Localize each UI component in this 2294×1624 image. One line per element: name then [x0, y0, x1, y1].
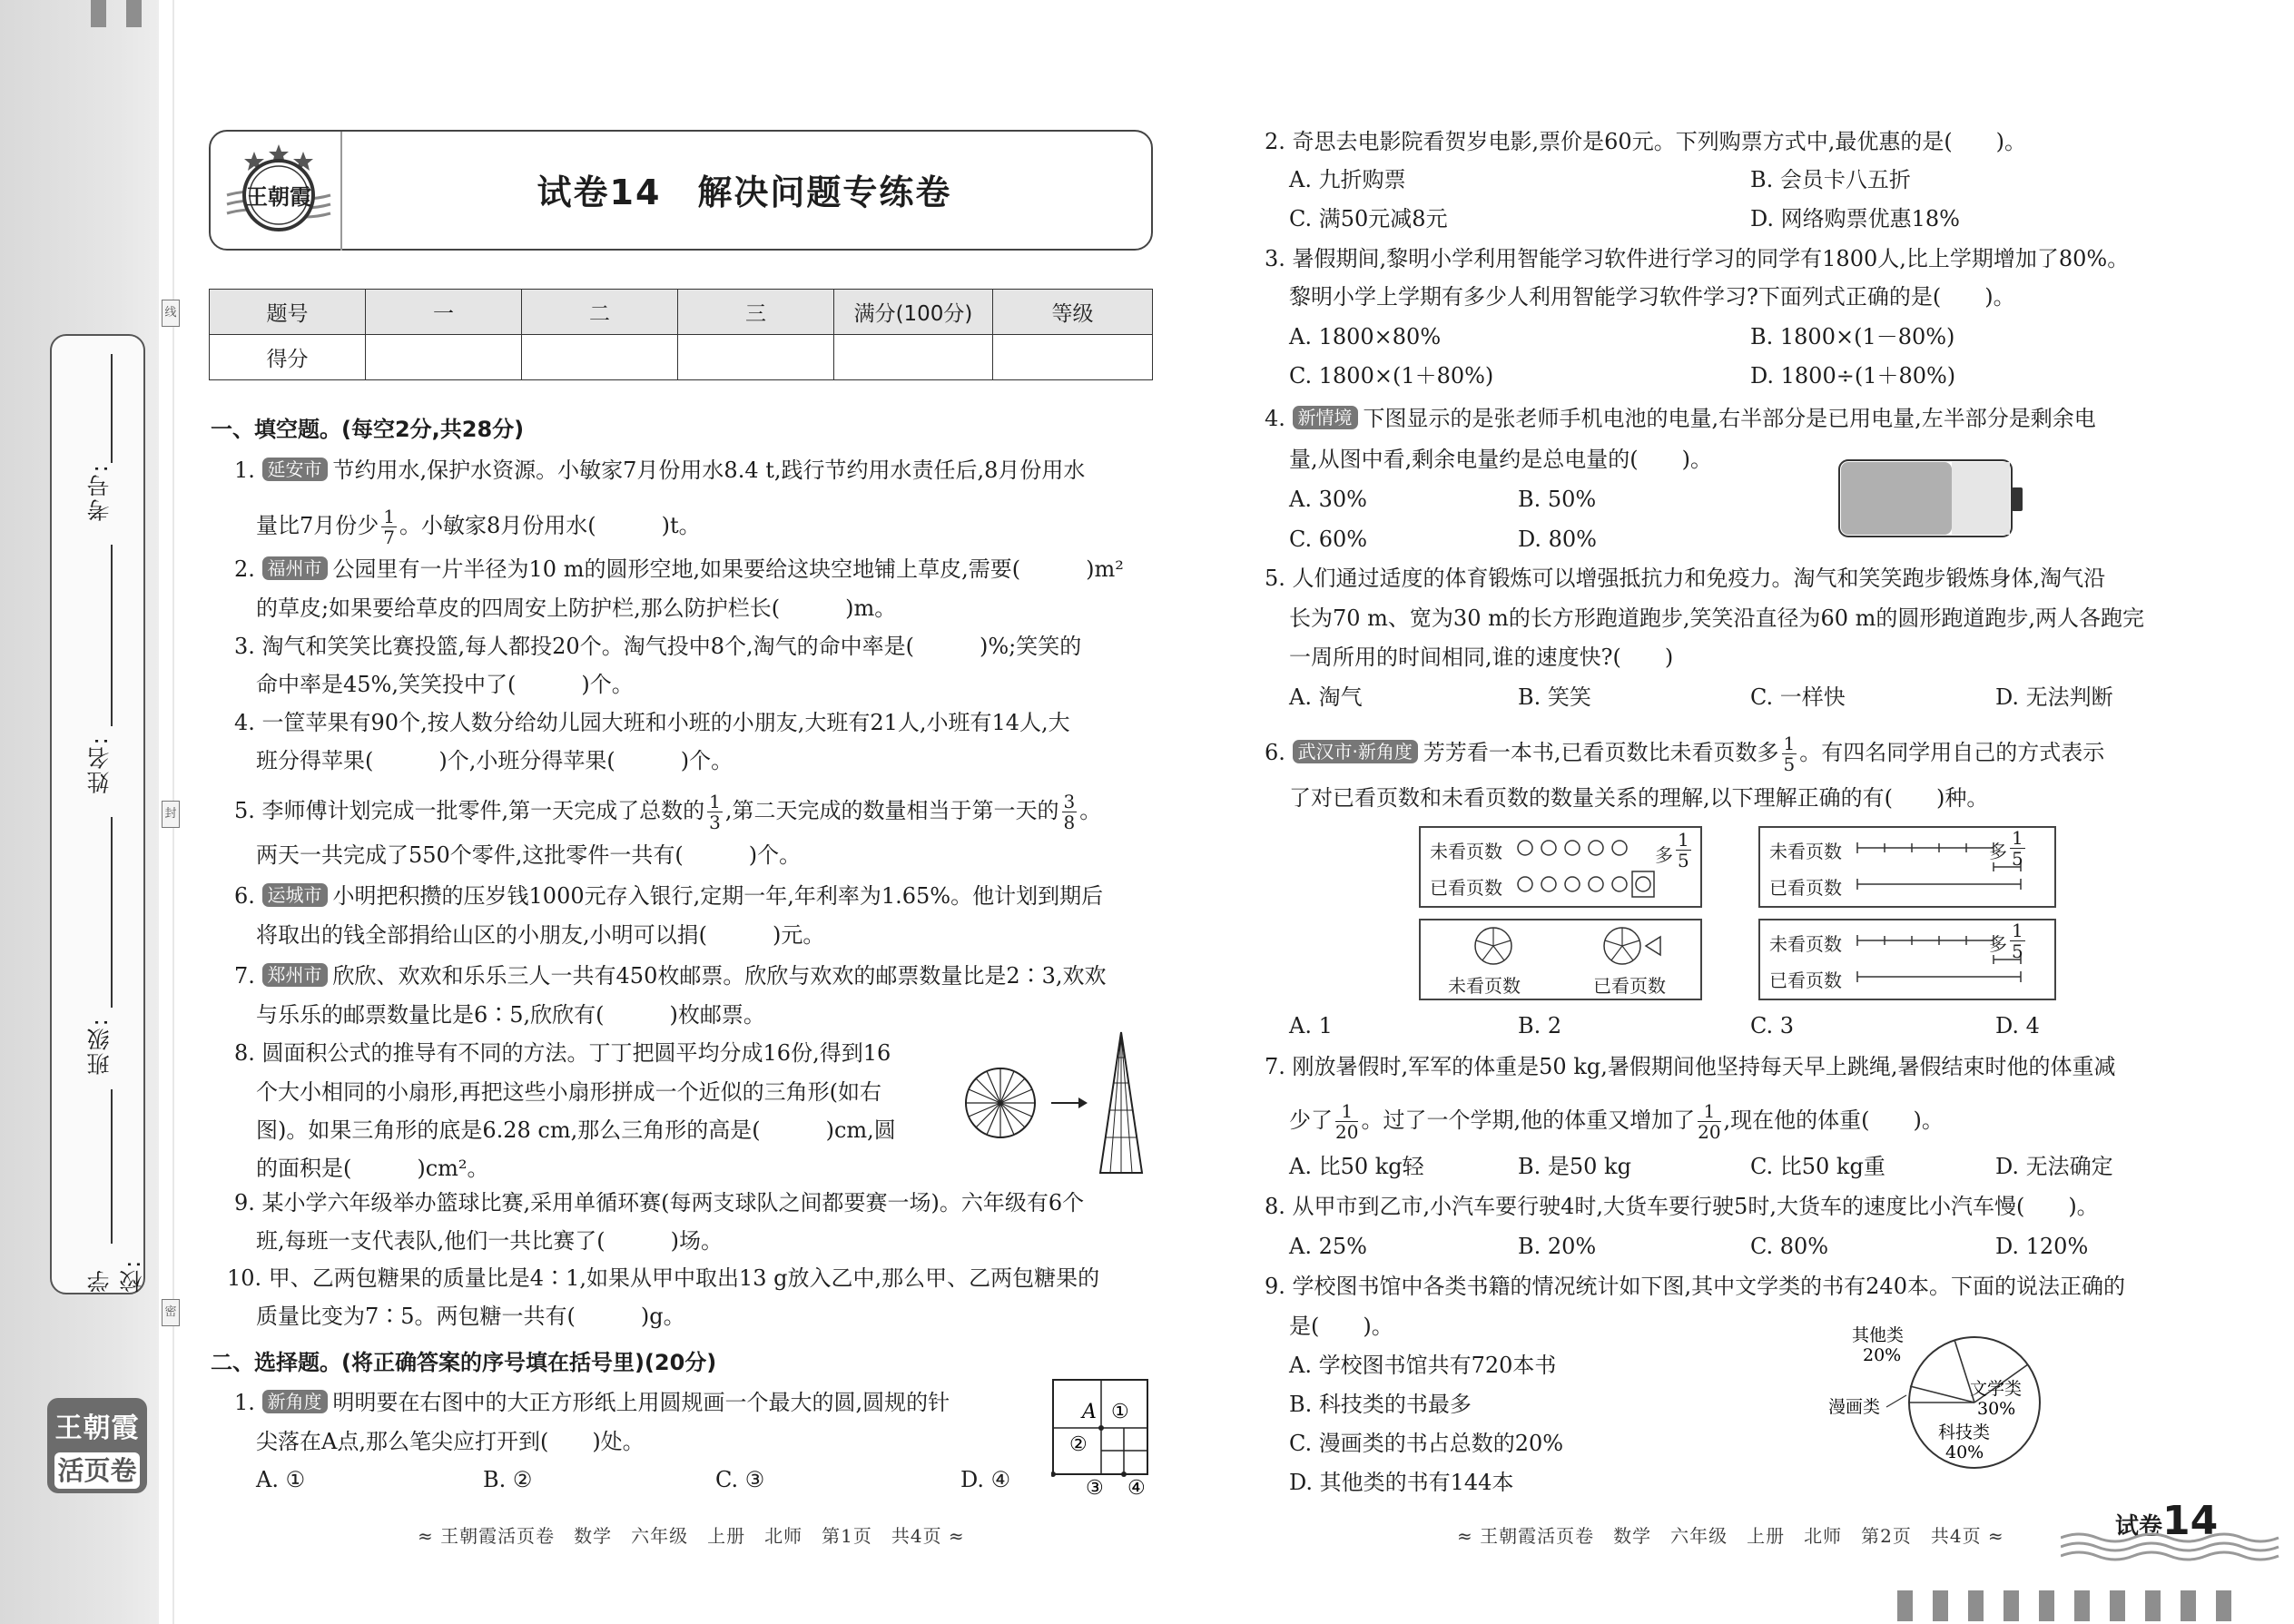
- c6-figure-1: [1419, 826, 1702, 908]
- c6-f1-fraction: [1676, 830, 1691, 871]
- c6-fraction-den: 5: [1783, 753, 1796, 775]
- c3-line-1: 3. 暑假期间,黎明小学利用智能学习软件进行学习的同学有1800人,比上学期增加了80%。: [1265, 246, 2130, 271]
- c7-text-2: 。过了一个学期,他的体重又增加了: [1361, 1107, 1696, 1133]
- c6-f3-read: 已看页数: [1593, 975, 1666, 997]
- c3-option-d[interactable]: D. 1800÷(1＋80%): [1750, 363, 1956, 389]
- c6-option-a[interactable]: A. 1: [1289, 1013, 1333, 1038]
- c5-line-1: 5. 人们通过适度的体育锻炼可以增强抵抗力和免疫力。淘气和笑笑跑步锻炼身体,淘气沿: [1265, 566, 2106, 591]
- c6-f2-fraction-den: 5: [2012, 848, 2023, 870]
- score-cell[interactable]: [522, 335, 678, 380]
- c2-option-b[interactable]: B. 会员卡八五折: [1750, 167, 1911, 192]
- left-footer: ≈ 王朝霞活页卷 数学 六年级 上册 北师 第1页 共4页 ≈: [418, 1525, 965, 1547]
- q6-line-2: 将取出的钱全部捐给山区的小朋友,小明可以捐( )元。: [256, 922, 825, 948]
- q5-text-3: 。: [1079, 798, 1102, 823]
- q1-region-tag: 延安市: [262, 458, 328, 481]
- c7-fraction-1-num: 1: [1335, 1101, 1358, 1122]
- seal-seal-mark: 封: [162, 801, 180, 828]
- c8-option-a[interactable]: A. 25%: [1289, 1234, 1367, 1259]
- c6-f4-fraction: [2010, 920, 2025, 961]
- c7-option-a[interactable]: A. 比50 kg轻: [1289, 1154, 1424, 1179]
- q6-line-1: 6. 运城市 小明把积攒的压岁钱1000元存入银行,定期一年,年利率为1.65%。他计划到期后: [234, 883, 1104, 909]
- c6-tag: 武汉市·新角度: [1293, 740, 1418, 763]
- c5-option-c[interactable]: C. 一样快: [1750, 684, 1846, 710]
- c4-option-d[interactable]: D. 80%: [1518, 527, 1597, 552]
- score-header-cell: 满分(100分): [834, 290, 993, 335]
- c5-option-b[interactable]: B. 笑笑: [1518, 684, 1591, 710]
- exam-number-label: 考号:: [86, 463, 113, 522]
- paper-number-value: 14: [2162, 1498, 2219, 1544]
- q9-line-2: 班,每班一支代表队,他们一共比赛了( )场。: [256, 1228, 723, 1254]
- q7-region-tag: 郑州市: [262, 963, 328, 987]
- q1-text-3: 。小敏家8月份用水( )t。: [399, 513, 701, 538]
- c5-option-a[interactable]: A. 淘气: [1289, 684, 1363, 710]
- c6-line-1: 6. 武汉市·新角度 芳芳看一本书,已看页数比未看页数多 $\frac{1}{5}$ 。有四名同学用自己的方式表示: [1265, 733, 2105, 775]
- c6-f1-circles: [1516, 828, 1702, 908]
- q6-region-tag: 运城市: [262, 883, 328, 907]
- c6-f2-fraction: [2010, 828, 2025, 869]
- c7-fraction-1: [1335, 1101, 1358, 1142]
- top-marks: [91, 0, 142, 27]
- q1-line-1: 1. 延安市 节约用水,保护水资源。小敏家7月份用水8.4 t,践行节约用水责任后,8月份用水: [234, 458, 1086, 483]
- q10-line-2: 质量比变为7∶5。两包糖一共有( )g。: [256, 1304, 685, 1329]
- class-line: [111, 817, 113, 1008]
- q5-fraction-1-num: 1: [709, 791, 721, 812]
- c6-f3-unread: 未看页数: [1448, 975, 1521, 997]
- c4-option-c[interactable]: C. 60%: [1289, 527, 1368, 552]
- c6-f2-read: 已看页数: [1769, 877, 1842, 899]
- c6-f1-unread: 未看页数: [1430, 841, 1502, 862]
- grid-label-4: ④: [1127, 1477, 1146, 1496]
- c2-option-d[interactable]: D. 网络购票优惠18%: [1750, 206, 1960, 231]
- c6-f1-fraction-num: 1: [1678, 829, 1689, 851]
- grid-label-a: A: [1082, 1401, 1097, 1423]
- q1-text: 节约用水,保护水资源。小敏家7月份用水8.4 t,践行节约用水责任后,8月份用水: [332, 458, 1086, 483]
- c7-text-1: 少了: [1289, 1107, 1333, 1133]
- school-label: 学校:: [86, 1258, 145, 1293]
- battery-icon: [1837, 458, 2028, 540]
- score-row: [210, 335, 1153, 380]
- right-footer: ≈ 王朝霞活页卷 数学 六年级 上册 北师 第2页 共4页 ≈: [1457, 1525, 2004, 1547]
- c5-line-3: 一周所用的时间相同,谁的速度快?( ): [1289, 645, 1674, 670]
- score-cell[interactable]: [834, 335, 993, 380]
- q4-line-2: 班分得苹果( )个,小班分得苹果( )个。: [256, 748, 733, 773]
- q7-text: 欣欣、欢欢和乐乐三人一共有450枚邮票。欣欣与欢欢的邮票数量比是2∶3,欢欢: [332, 963, 1107, 989]
- c9-line-1: 9. 学校图书馆中各类书籍的情况统计如下图,其中文学类的书有240本。下面的说法正确的: [1265, 1274, 2125, 1299]
- c9-option-c[interactable]: C. 漫画类的书占总数的20%: [1289, 1431, 1564, 1456]
- corner-waves: [2061, 1529, 2294, 1565]
- c2-question: 2. 奇思去电影院看贺岁电影,票价是60元。下列购票方式中,最优惠的是( )。: [1265, 129, 2027, 154]
- c2-option-c[interactable]: C. 满50元减8元: [1289, 206, 1448, 231]
- c3-option-b[interactable]: B. 1800×(1－80%): [1750, 324, 1955, 349]
- pie-lit-pct: 30%: [1977, 1399, 2016, 1419]
- q5-fraction-2-den: 8: [1063, 812, 1076, 833]
- c6-f2-fraction-num: 1: [2012, 827, 2023, 849]
- c9-option-a[interactable]: A. 学校图书馆共有720本书: [1289, 1353, 1557, 1378]
- score-row-label: 得分: [210, 335, 366, 380]
- brand-name: 王朝霞: [54, 1412, 140, 1444]
- c6-fraction-num: 1: [1783, 733, 1796, 754]
- c8-option-d[interactable]: D. 120%: [1995, 1234, 2089, 1259]
- c5-option-d[interactable]: D. 无法判断: [1995, 684, 2113, 710]
- c6-f4-unread: 未看页数: [1769, 933, 1842, 955]
- q5-fraction-1: [707, 792, 723, 832]
- brand-sub: 活页卷: [54, 1452, 140, 1489]
- q8-line-3: 图)。如果三角形的底是6.28 cm,那么三角形的高是( )cm,圆: [256, 1117, 896, 1143]
- section-2-heading: 二、选择题。(将正确答案的序号填在括号里)(20分): [211, 1350, 717, 1375]
- c4-option-a[interactable]: A. 30%: [1289, 487, 1367, 512]
- c9-line-2: 是( )。: [1289, 1314, 1393, 1339]
- c6-option-d[interactable]: D. 4: [1995, 1013, 2040, 1038]
- score-header-cell: 等级: [993, 290, 1153, 335]
- q1-line-2: [256, 507, 701, 547]
- grid-label-2: ②: [1069, 1433, 1088, 1456]
- page-title: 试卷14 解决问题专练卷: [537, 172, 952, 212]
- c7-option-b[interactable]: B. 是50 kg: [1518, 1154, 1631, 1179]
- q2-line-1: 2. 福州市 公园里有一片半径为10 m的圆形空地,如果要给这块空地铺上草皮,需要( )m²: [234, 556, 1124, 582]
- q7-line-2: 与乐乐的邮票数量比是6∶5,欣欣有( )枚邮票。: [256, 1002, 765, 1028]
- c7-fraction-2-num: 1: [1698, 1101, 1720, 1122]
- c6-line-2: 了对已看页数和未看页数的数量关系的理解,以下理解正确的有( )种。: [1289, 785, 1989, 811]
- class-label: 班级:: [86, 1017, 113, 1076]
- q1-fraction-den: 7: [383, 527, 396, 548]
- seal-text: 王朝霞: [246, 184, 311, 210]
- q8-line-4: 的面积是( )cm²。: [256, 1156, 489, 1181]
- book-pie-chart: [1825, 1321, 2088, 1484]
- c6-f2-more: 多: [1989, 841, 2007, 862]
- c8-option-b[interactable]: B. 20%: [1518, 1234, 1597, 1259]
- score-cell[interactable]: [993, 335, 1153, 380]
- c4-option-b[interactable]: B. 50%: [1518, 487, 1597, 512]
- q3-line-2: 命中率是45%,笑笑投中了( )个。: [256, 672, 634, 697]
- c6-f2-unread: 未看页数: [1769, 841, 1842, 862]
- q5-fraction-2-num: 3: [1063, 791, 1076, 812]
- q5-text-2: ,第二天完成的数量相当于第一天的: [724, 798, 1059, 823]
- c6-fraction: [1782, 733, 1797, 774]
- q2-line-2: 的草皮;如果要给草皮的四周安上防护栏,那么防护栏长( )m。: [256, 595, 897, 621]
- q1-text-2: 量比7月份少: [256, 513, 379, 538]
- c4-line-1: 4. 新情境 下图显示的是张老师手机电池的电量,右半部分是已用电量,左半部分是剩余电: [1265, 406, 2096, 431]
- paper-number-label: 试卷: [2115, 1513, 2163, 1540]
- c6-figure-2: [1758, 826, 2056, 908]
- q5-text: 5. 李师傅计划完成一批零件,第一天完成了总数的: [234, 798, 705, 823]
- bottom-marks: [1897, 1590, 2231, 1621]
- c3-line-2: 黎明小学上学期有多少人利用智能学习软件学习?下面列式正确的是( )。: [1289, 284, 2015, 310]
- c7-fraction-2-den: 20: [1698, 1121, 1721, 1143]
- c6-figure-3: [1419, 919, 1702, 1000]
- q10-line-1: 10. 甲、乙两包糖果的质量比是4∶1,如果从甲中取出13 g放入乙中,那么甲、乙两包糖果的: [227, 1265, 1100, 1291]
- score-header-cell: 一: [366, 290, 522, 335]
- c5-line-2: 长为70 m、宽为30 m的长方形跑道跑步,笑笑沿直径为60 m的圆形跑道跑步,两人各跑完: [1289, 605, 2145, 631]
- c6-f4-fraction-num: 1: [2012, 920, 2023, 941]
- c8-question: 8. 从甲市到乙市,小汽车要行驶4时,大货车要行驶5时,大货车的速度比小汽车慢( )。: [1265, 1194, 2099, 1219]
- c2-option-a[interactable]: A. 九折购票: [1289, 167, 1406, 192]
- exam-number-line: [111, 354, 113, 463]
- pie-tech-pct: 40%: [1945, 1442, 1984, 1462]
- c6-f3-pies: [1421, 920, 1702, 966]
- c9-option-d[interactable]: D. 其他类的书有144本: [1289, 1470, 1514, 1495]
- student-info-box: [50, 334, 145, 1294]
- seal-line-mark: 线: [162, 300, 180, 327]
- c6-option-b[interactable]: B. 2: [1518, 1013, 1562, 1038]
- c1-tag: 新角度: [262, 1390, 328, 1413]
- c1-option-a[interactable]: A. ①: [256, 1467, 306, 1492]
- c4-line-2: 量,从图中看,剩余电量约是总电量的( )。: [1289, 447, 1712, 472]
- brand-logo: [47, 1398, 147, 1493]
- q8-line-2: 个大小相同的小扇形,再把这些小扇形拼成一个近似的三角形(如右: [256, 1079, 881, 1105]
- c1-option-d[interactable]: D. ④: [960, 1467, 1011, 1492]
- c1-line-1: 1. 新角度 明明要在右图中的大正方形纸上用圆规画一个最大的圆,圆规的针: [234, 1390, 950, 1415]
- c8-option-c[interactable]: C. 80%: [1750, 1234, 1829, 1259]
- name-line: [111, 545, 113, 726]
- c7-line-2: [1289, 1101, 1944, 1142]
- c1-option-c[interactable]: C. ③: [715, 1467, 765, 1492]
- c6-f1-read: 已看页数: [1430, 877, 1502, 899]
- circle-sectors: [966, 1068, 1035, 1137]
- q8-line-1: 8. 圆面积公式的推导有不同的方法。丁丁把圆平均分成16份,得到16: [234, 1040, 891, 1066]
- q3-line-1: 3. 淘气和笑笑比赛投篮,每人都投20个。淘气投中8个,淘气的命中率是( )%;笑笑的: [234, 634, 1082, 659]
- c3-option-c[interactable]: C. 1800×(1＋80%): [1289, 363, 1494, 389]
- c7-option-c[interactable]: C. 比50 kg重: [1750, 1154, 1885, 1179]
- pie-other-label: 其他类: [1852, 1325, 1905, 1345]
- c1-line-2: 尖落在A点,那么笔尖应打开到( )处。: [256, 1429, 645, 1454]
- c6-f4-read: 已看页数: [1769, 969, 1842, 991]
- c4-tag: 新情境: [1293, 406, 1358, 429]
- seal-secret-mark: 密: [162, 1299, 180, 1326]
- q5-fraction-1-den: 3: [709, 812, 721, 833]
- q1-fraction-num: 1: [383, 506, 396, 527]
- score-header-cell: 二: [522, 290, 678, 335]
- title-box: [209, 130, 1153, 251]
- circle-to-triangle-figure: [962, 1030, 1162, 1176]
- c7-fraction-1-den: 20: [1335, 1121, 1359, 1143]
- score-header-row: [210, 290, 1153, 335]
- c6-f1-more: 多: [1655, 844, 1673, 866]
- c6-text: 芳芳看一本书,已看页数比未看页数多: [1423, 740, 1779, 765]
- q4-line-1: 4. 一筐苹果有90个,按人数分给幼儿园大班和小班的小朋友,大班有21人,小班有14人,大: [234, 710, 1070, 735]
- q2-region-tag: 福州市: [262, 556, 328, 580]
- q9-line-1: 9. 某小学六年级举办篮球比赛,采用单循环赛(每两支球队之间都要赛一场)。六年级有6个: [234, 1190, 1085, 1216]
- c4-text: 下图显示的是张老师手机电池的电量,右半部分是已用电量,左半部分是剩余电: [1363, 406, 2096, 431]
- section-1-heading: 一、填空题。(每空2分,共28分): [211, 417, 525, 442]
- q6-text: 小明把积攒的压岁钱1000元存入银行,定期一年,年利率为1.65%。他计划到期后: [332, 883, 1104, 909]
- school-line: [111, 1089, 113, 1244]
- pie-comic-label: 漫画类: [1828, 1397, 1881, 1417]
- c6-f4-more: 多: [1989, 933, 2007, 955]
- c6-f4-fraction-den: 5: [2012, 940, 2023, 962]
- q7-line-1: 7. 郑州市 欣欣、欢欢和乐乐三人一共有450枚邮票。欣欣与欢欢的邮票数量比是2∶3,欢欢: [234, 963, 1107, 989]
- q1-fraction: [381, 507, 397, 547]
- c6-option-c[interactable]: C. 3: [1750, 1013, 1795, 1038]
- score-cell[interactable]: [366, 335, 522, 380]
- pie-other-pct: 20%: [1863, 1345, 1902, 1365]
- c6-figure-4: [1758, 919, 2056, 1000]
- c7-text-3: ,现在他的体重( )。: [1723, 1107, 1944, 1133]
- c7-fraction-2: [1698, 1101, 1720, 1142]
- q2-text: 公园里有一片半径为10 m的圆形空地,如果要给这块空地铺上草皮,需要( )m²: [332, 556, 1124, 582]
- pie-tech-label: 科技类: [1938, 1422, 1991, 1442]
- pie-lit-label: 文学类: [1970, 1379, 2023, 1399]
- score-table: [209, 289, 1153, 380]
- c9-option-b[interactable]: B. 科技类的书最多: [1289, 1392, 1472, 1417]
- c7-option-d[interactable]: D. 无法确定: [1995, 1154, 2113, 1179]
- q5-line-1: [234, 792, 1101, 832]
- score-header-cell: 三: [678, 290, 834, 335]
- c6-text-2: 。有四名同学用自己的方式表示: [1799, 740, 2105, 765]
- grid-label-1: ①: [1111, 1401, 1129, 1423]
- c1-option-b[interactable]: B. ②: [483, 1467, 533, 1492]
- q5-line-2: 两天一共完成了550个零件,这批零件一共有( )个。: [256, 842, 802, 868]
- c7-line-1: 7. 刚放暑假时,军军的体重是50 kg,暑假期间他坚持每天早上跳绳,暑假结束时他的体重减: [1265, 1054, 2116, 1079]
- grid-label-3: ③: [1086, 1477, 1104, 1496]
- c1-text: 明明要在右图中的大正方形纸上用圆规画一个最大的圆,圆规的针: [332, 1390, 950, 1415]
- q5-fraction-2: [1062, 792, 1078, 832]
- score-cell[interactable]: [678, 335, 834, 380]
- name-label: 姓名:: [86, 735, 113, 794]
- c3-option-a[interactable]: A. 1800×80%: [1289, 324, 1442, 349]
- square-grid-figure: [1051, 1378, 1151, 1496]
- score-header-cell: 题号: [210, 290, 366, 335]
- c6-f1-fraction-den: 5: [1678, 850, 1689, 871]
